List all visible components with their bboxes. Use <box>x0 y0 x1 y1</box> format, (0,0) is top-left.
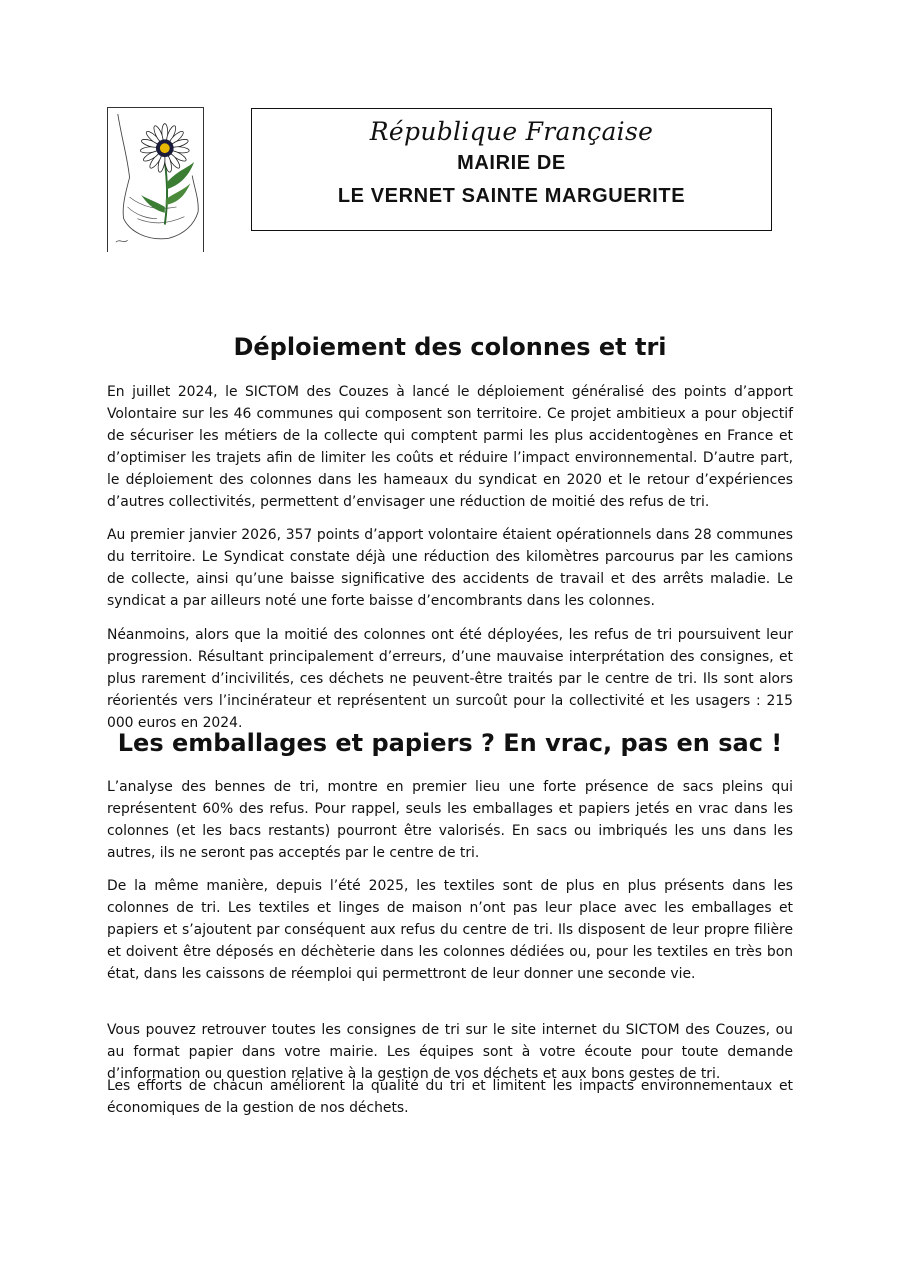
section2-paragraph-1: L’analyse des bennes de tri, montre en premier lieu une forte présence de sacs pleins qui représentent 60% des refus. Pour rappel, seuls les emballages et papiers jetés en vrac dans les colonnes (et les bacs restants) pourront être valorisés. En sacs ou imbriqués les uns dans les autres, ils ne seront pas acceptés par le centre de tri. <box>107 779 793 861</box>
section2-paragraph-2: De la même manière, depuis l’été 2025, les textiles sont de plus en plus présents dans les colonnes de tri. Les textiles et linges de maison n’ont pas leur place avec les emballages et papiers et s’ajoutent par conséquent aux refus du centre de tri. Ils disposent de leur propre filière et doivent être déposés en déchèterie dans les colonnes dédiées ou, pour les textiles en très bon état, dans les caissons de réemploi qui permettront de leur donner une seconde vie. <box>107 878 793 982</box>
header-box <box>251 108 772 231</box>
section1-title: Déploiement des colonnes et tri <box>233 333 667 361</box>
section2-title: Les emballages et papiers ? En vrac, pas en sac ! <box>117 729 783 757</box>
section1-paragraph-3: Néanmoins, alors que la moitié des colonnes ont été déployées, les refus de tri poursuivent leur progression. Résultant principalement d’erreurs, d’une mauvaise interprétation des consignes, et plus rarement d’incivilités, ces déchets ne peuvent-être traités par le centre de tri. Ils sont alors réorientés vers l’incinérateur et représentent un surcoût pour la collectivité et les usagers : 215 000 euros en 2024. <box>107 627 793 731</box>
mairie-line2: LE VERNET SAINTE MARGUERITE <box>337 185 686 207</box>
republique-heading: République Française <box>369 117 654 146</box>
section1-paragraph-2: Au premier janvier 2026, 357 points d’apport volontaire étaient opérationnels dans 28 communes du territoire. Le Syndicat constate déjà une réduction des kilomètres parcourus par les camions de collecte, ainsi qu’une baisse significative des accidents de travail et des arrêts maladie. Le syndicat a par ailleurs noté une forte baisse d’encombrants dans les colonnes. <box>107 527 793 609</box>
mairie-line1: MAIRIE DE <box>457 152 566 174</box>
section2-paragraph-4: Les efforts de chacun améliorent la qualité du tri et limitent les impacts environnementaux et économiques de la gestion de nos déchets. <box>107 1078 793 1116</box>
section1-paragraph-1: En juillet 2024, le SICTOM des Couzes à lancé le déploiement généralisé des points d’apport Volontaire sur les 46 communes qui composent son territoire. Ce projet ambitieux a pour objectif de sécuriser les métiers de la collecte qui comptent parmi les plus accidentogènes en France et d’optimiser les trajets afin de limiter les coûts et réduire l’impact environnemental. D’autre part, le déploiement des colonnes dans les hameaux du syndicat en 2020 et le retour d’expériences d’autres collectivités, permettent d’envisager une réduction de moitié des refus de tri. <box>107 384 793 510</box>
daisy-hand-drawing-icon <box>107 107 204 252</box>
section2-paragraph-3: Vous pouvez retrouver toutes les consignes de tri sur le site internet du SICTOM des Couzes, ou au format papier dans votre mairie. Les équipes sont à votre écoute pour toute demande d’information ou question relative à la gestion de vos déchets et aux bons gestes de tri. <box>107 1022 793 1082</box>
